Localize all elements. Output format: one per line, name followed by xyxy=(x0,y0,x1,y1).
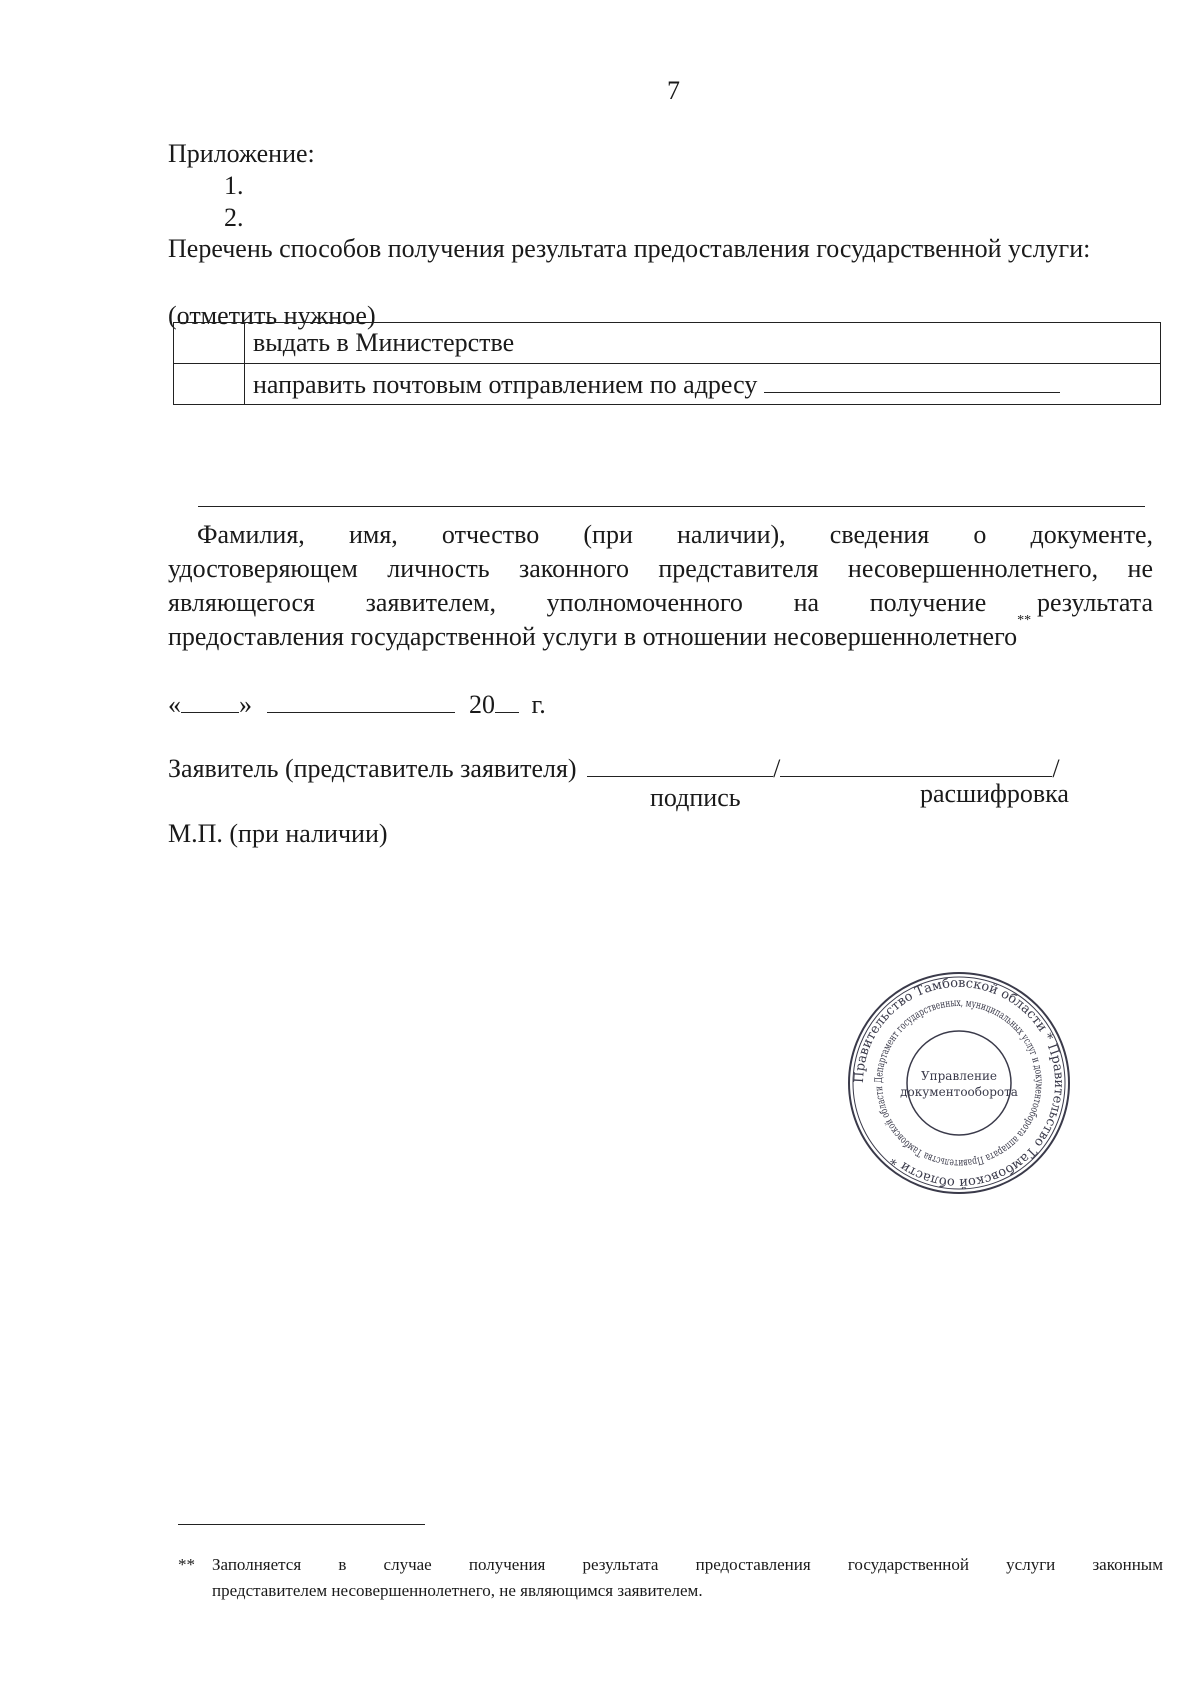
option-label-ministry: выдать в Министерстве xyxy=(245,323,1161,364)
stamp-inner-text: Департамент государственных, муниципальных услуг и документооборота аппарата Правительства Тамбовской области xyxy=(872,996,1046,1170)
signature-field[interactable] xyxy=(587,752,773,777)
day-field[interactable] xyxy=(181,688,239,713)
footnote-separator xyxy=(178,1524,425,1525)
representative-signature-line[interactable] xyxy=(198,506,1145,507)
appendix-item-2: 2. xyxy=(224,203,244,232)
footnote-mark: ** xyxy=(1017,613,1032,628)
option-label-mail: направить почтовым отправлением по адресу xyxy=(245,364,1161,405)
methods-note: (отметить нужное) xyxy=(168,301,376,330)
option-checkbox-ministry[interactable] xyxy=(174,323,245,364)
representative-caption xyxy=(168,518,1153,654)
representative-caption-line-1: Фамилия, имя, отчество (при наличии), сведения о документе, xyxy=(197,520,1153,549)
address-field[interactable] xyxy=(764,368,1060,393)
representative-caption-line-3: являющегося заявителем, уполномоченного на получение результата xyxy=(168,588,1153,617)
footnote xyxy=(178,1552,1163,1604)
seal-note: М.П. (при наличии) xyxy=(168,819,388,848)
month-field[interactable] xyxy=(267,688,455,713)
table-row xyxy=(174,364,1161,405)
stamp-outer-text: Правительство Тамбовской области * Правительство Тамбовской области * xyxy=(851,975,1067,1191)
stamp-center-line-2: документооборота xyxy=(900,1085,1018,1099)
decode-field[interactable] xyxy=(780,752,1052,777)
official-stamp xyxy=(846,970,1072,1196)
footnote-line-2: представителем несовершеннолетнего, не являющимся заявителем. xyxy=(212,1581,703,1600)
footnote-line-1: Заполняется в случае получения результата предоставления государственной услуги законным xyxy=(212,1555,1163,1574)
caption-signature: подпись xyxy=(650,783,741,812)
caption-decode: расшифровка xyxy=(920,779,1069,808)
date-line: « » 20 г. xyxy=(168,690,546,719)
appendix-title: Приложение: xyxy=(168,139,315,168)
methods-title: Перечень способов получения результата предоставления государственной услуги: xyxy=(168,234,1091,263)
page-number: 7 xyxy=(667,76,680,105)
footnote-marker: ** xyxy=(178,1555,195,1574)
representative-caption-line-4: предоставления государственной услуги в отношении несовершеннолетнего** xyxy=(168,613,1032,651)
year-field[interactable] xyxy=(495,688,519,713)
applicant-label: Заявитель (представитель заявителя) xyxy=(168,754,577,783)
table-row xyxy=(174,323,1161,364)
methods-table xyxy=(173,322,1161,405)
appendix-item-1: 1. xyxy=(224,171,244,200)
stamp-center-line-1: Управление xyxy=(920,1069,998,1083)
representative-caption-line-2: удостоверяющем личность законного представителя несовершеннолетнего, не xyxy=(168,554,1153,583)
applicant-signature-line: Заявитель (представитель заявителя) / / xyxy=(168,754,1060,783)
option-checkbox-mail[interactable] xyxy=(174,364,245,405)
